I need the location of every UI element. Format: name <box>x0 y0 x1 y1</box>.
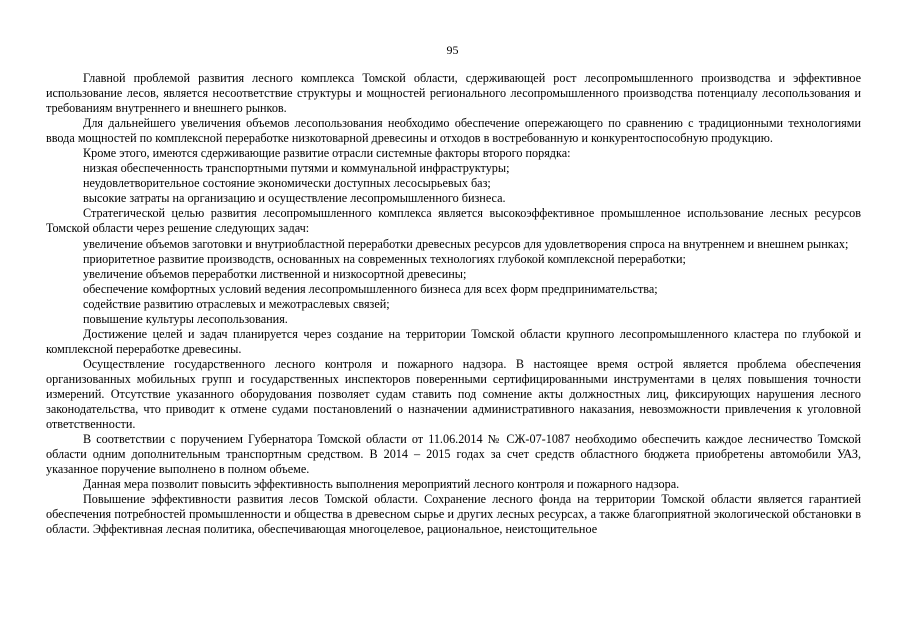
paragraph-forest-efficiency: Повышение эффективности развития лесов Томской области. Сохранение лесного фонда на территории Томской области является гарантией обеспечения потребностей промышленности и общества в древесном сырье и других лесных ресурсах, а также благоприятной экологической обстановки в области. Эффективная лесная политика, обеспечивающая многоцелевое, рациональное, неистощительное <box>46 492 861 537</box>
list-item-priority-production: приоритетное развитие производств, основанных на современных технологиях глубокой комплексной переработки; <box>83 251 686 266</box>
paragraph-cluster: Достижение целей и задач планируется через создание на территории Томской области крупного лесопромышленного кластера по глубокой и комплексной переработке древесины. <box>46 326 861 356</box>
paragraph-system-factors: Кроме этого, имеются сдерживающие развитие отрасли системные факторы второго порядка: <box>83 146 571 161</box>
list-item-hardwood-processing: увеличение объемов переработки лиственной и низкосортной древесины; <box>83 266 467 281</box>
list-item-business-costs: высокие затраты на организацию и осуществление лесопромышленного бизнеса. <box>83 191 506 206</box>
paragraph-forest-control: Осуществление государственного лесного контроля и пожарного надзора. В настоящее время острой является проблема обеспечения организованных мобильных групп и государственных инспекторов поверенными сертифицированными инструментами в целях повышения точности измерений. Отсутствие указанного оборудования позволяет судам ставить под сомнение акты должностных лиц, фиксирующих нарушения лесного законодательства, что приводит к отмене судами постановлений о назначении административного наказания, невозможности привлечения к уголовной ответственности. <box>46 356 861 432</box>
list-item-business-conditions: обеспечение комфортных условий ведения лесопромышленного бизнеса для всех форм предпринимательства; <box>83 281 658 296</box>
paragraph-measure-effect: Данная мера позволит повысить эффективность выполнения мероприятий лесного контроля и пожарного надзора. <box>83 477 680 492</box>
list-item-forest-culture: повышение культуры лесопользования. <box>83 311 288 326</box>
list-item-transport: низкая обеспеченность транспортными путями и коммунальной инфраструктуры; <box>83 161 510 176</box>
list-item-harvest-volumes: увеличение объемов заготовки и внутриобластной переработки древесных ресурсов для удовлетворения спроса на внутреннем и внешнем рынках; <box>83 236 849 251</box>
paragraph-strategic-goal: Стратегической целью развития лесопромышленного комплекса является высокоэффективное промышленное использование лесных ресурсов Томской области через решение следующих задач: <box>46 206 861 236</box>
list-item-sector-links: содействие развитию отраслевых и межотраслевых связей; <box>83 296 390 311</box>
paragraph-increase-volumes: Для дальнейшего увеличения объемов лесопользования необходимо обеспечение опережающего по сравнению с традиционными технологиями ввода мощностей по комплексной переработке низкотоварной древесины и отходов в востребованную и конкурентоспособную продукцию. <box>46 116 861 146</box>
list-item-resource-bases: неудовлетворительное состояние экономически доступных лесосырьевых баз; <box>83 176 491 191</box>
paragraph-governor-order: В соответствии с поручением Губернатора Томской области от 11.06.2014 № СЖ-07-1087 необходимо обеспечить каждое лесничество Томской области одним дополнительным транспортным средством. В 2014 – 2015 годах за счет средств областного бюджета приобретены автомобили УАЗ, указанное поручение выполнено в полном объеме. <box>46 432 861 477</box>
paragraph-main-problem: Главной проблемой развития лесного комплекса Томской области, сдерживающей рост лесопромышленного производства и эффективное использование лесов, является несоответствие структуры и мощностей регионального лесопромышленного производства потенциалу лесопользования и требованиям внутреннего и внешнего рынков. <box>46 71 861 116</box>
document-body <box>46 71 861 537</box>
page-number: 95 <box>446 43 459 57</box>
